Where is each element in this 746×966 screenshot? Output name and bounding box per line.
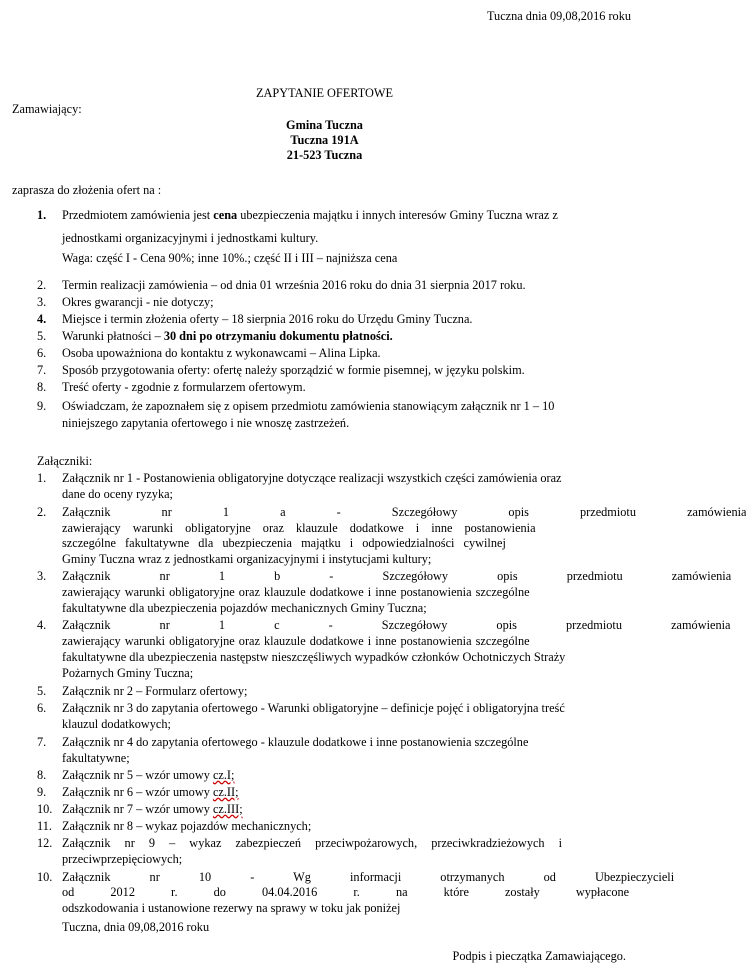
list-item-5 [62, 328, 393, 344]
list-number: 4. [37, 618, 47, 632]
list-number: 10. [37, 870, 53, 884]
document-date: Tuczna dnia 09,08,2016 roku [486, 9, 631, 23]
list-item-text: Załącznik nr 6 – wzór umowy [62, 785, 213, 799]
orderer-street: Tuczna 191A [290, 133, 359, 147]
attachment-1-line-2: dane do oceny ryzyka; [62, 487, 173, 501]
attachment-2-line-4: Gminy Tuczna wraz z jednostkami organizacyjnymi i instytucjami kultury; [62, 552, 432, 566]
list-item-3: Okres gwarancji - nie dotyczy; [62, 295, 214, 309]
list-item-text: Warunki płatności – [62, 329, 164, 343]
contract-part-label: cz.II; [212, 785, 239, 799]
list-item-6: Osoba upoważniona do kontaktu z wykonawcami – Alina Lipka. [62, 346, 381, 360]
list-number: 2. [37, 505, 47, 519]
list-number: 11. [37, 819, 52, 833]
list-number: 4. [37, 312, 47, 326]
list-item-1-line-1 [62, 207, 618, 223]
list-number: 2. [37, 278, 47, 292]
orderer-label: Zamawiający: [12, 102, 82, 116]
orderer-city: 21-523 Tuczna [286, 148, 363, 162]
attachment-12-line-1: Załącznik nr 9 – wykaz zabezpieczeń przeciwpożarowych, przeciwkradzieżowych i [62, 836, 563, 850]
attachment-3-line-2: zawierający warunki obligatoryjne oraz klauzule dodatkowe i inne postanowienia szczególne [62, 585, 530, 599]
attachment-1-line-1: Załącznik nr 1 - Postanowienia obligatoryjne dotyczące realizacji wszystkich części zamówienia oraz [62, 471, 562, 485]
list-number: 9. [37, 785, 47, 799]
attachment-4-line-3: fakultatywne dla ubezpieczenia następstw nieszczęśliwych wypadków członków Ochotniczych Straży [62, 650, 566, 664]
attachment-4-line-2: zawierający warunki obligatoryjne oraz klauzule dodatkowe i inne postanowienia szczególne [62, 634, 530, 648]
list-number: 8. [37, 768, 47, 782]
list-number: 6. [37, 701, 47, 715]
list-number: 1. [37, 208, 47, 222]
attachment-13-line-3: odszkodowania i ustanowione rezerwy na sprawy w toku jak poniżej [62, 901, 401, 915]
attachment-11: Załącznik nr 8 – wykaz pojazdów mechanicznych; [62, 819, 312, 833]
contract-part-label: cz.III; [212, 802, 243, 816]
attachment-5: Załącznik nr 2 – Formularz ofertowy; [62, 684, 248, 698]
list-number: 5. [37, 329, 47, 343]
list-item-text: ubezpieczenia majątku i innych interesów Gminy Tuczna wraz z [237, 208, 558, 222]
list-item-1-line-3: Waga: część I - Cena 90%; inne 10%.; część II i III – najniższa cena [62, 251, 398, 265]
emphasis-price: cena [213, 208, 238, 222]
payment-terms: 30 dni po otrzymaniu dokumentu płatności. [163, 329, 393, 343]
contract-part-label: cz.I; [212, 768, 235, 782]
attachment-6-line-1: Załącznik nr 3 do zapytania ofertowego - Warunki obligatoryjne – definicje pojęć i obligatoryjna treść [62, 701, 565, 715]
list-item-2: Termin realizacji zamówienia – od dnia 01 września 2016 roku do dnia 31 sierpnia 2017 roku. [62, 278, 526, 292]
list-number: 7. [37, 735, 47, 749]
list-number: 3. [37, 295, 47, 309]
attachment-7-line-2: fakultatywne; [62, 751, 130, 765]
orderer-address [0, 118, 649, 163]
attachment-3-line-1: Załącznik nr 1 b - Szczegółowy opis przedmiotu zamówienia [62, 569, 732, 583]
list-item-9-line-2: niniejszego zapytania ofertowego i nie wnoszę zastrzeżeń. [62, 416, 350, 430]
invitation-text: zaprasza do złożenia ofert na : [12, 183, 162, 197]
list-number: 5. [37, 684, 47, 698]
list-number: 6. [37, 346, 47, 360]
attachment-13-line-2: od 2012 r. do 04.04.2016 r. na które zostały wypłacone [62, 885, 630, 899]
attachment-2-line-1: Załącznik nr 1 a - Szczegółowy opis przedmiotu zamówienia [62, 505, 746, 519]
list-item-text: Przedmiotem zamówienia jest [62, 208, 214, 222]
attachment-4-line-4: Pożarnych Gminy Tuczna; [62, 666, 194, 680]
attachment-10 [62, 801, 243, 817]
list-number: 12. [37, 836, 53, 850]
list-item-1-line-2: jednostkami organizacyjnymi i jednostkami kultury. [62, 231, 319, 245]
list-number: 3. [37, 569, 47, 583]
signature-line: Podpis i pieczątka Zamawiającego. [452, 949, 626, 963]
attachment-13-line-1: Załącznik nr 10 - Wg informacji otrzymanych od Ubezpieczycieli [62, 870, 675, 884]
list-number: 10. [37, 802, 53, 816]
list-item-8: Treść oferty - zgodnie z formularzem ofertowym. [62, 380, 306, 394]
attachment-12-line-2: przeciwprzepięciowych; [62, 852, 183, 866]
list-item-4: Miejsce i termin złożenia oferty – 18 sierpnia 2016 roku do Urzędu Gminy Tuczna. [62, 312, 473, 326]
attachments-heading: Załączniki: [37, 454, 93, 468]
list-item-7: Sposób przygotowania oferty: ofertę należy sporządzić w formie pisemnej, w języku polskim. [62, 363, 525, 377]
document-title: ZAPYTANIE OFERTOWE [255, 86, 394, 100]
list-number: 9. [37, 399, 47, 413]
attachment-2-line-3: szczególne fakultatywne dla ubezpieczenia majątku i odpowiedzialności cywilnej [62, 536, 506, 550]
list-number: 7. [37, 363, 47, 377]
attachment-2-line-2: zawierający warunki obligatoryjne oraz klauzule dodatkowe i inne postanowienia [62, 521, 536, 535]
attachment-8 [62, 767, 234, 783]
list-number: 8. [37, 380, 47, 394]
orderer-name: Gmina Tuczna [286, 118, 363, 132]
list-item-9-line-1: Oświadczam, że zapoznałem się z opisem przedmiotu zamówienia stanowiącym załącznik nr 1 – 10 [62, 399, 555, 413]
footer-date: Tuczna, dnia 09,08,2016 roku [62, 920, 210, 934]
attachment-7-line-1: Załącznik nr 4 do zapytania ofertowego - klauzule dodatkowe i inne postanowienia szczególne [62, 735, 529, 749]
list-item-text: Załącznik nr 7 – wzór umowy [62, 802, 213, 816]
attachment-3-line-3: fakultatywne dla ubezpieczenia pojazdów mechanicznych Gminy Tuczna; [62, 601, 427, 615]
attachment-9 [62, 784, 239, 800]
attachment-6-line-2: klauzul dodatkowych; [62, 717, 171, 731]
attachment-4-line-1: Załącznik nr 1 c - Szczegółowy opis przedmiotu zamówienia [62, 618, 731, 632]
list-number: 1. [37, 471, 47, 485]
list-item-text: Załącznik nr 5 – wzór umowy [62, 768, 213, 782]
